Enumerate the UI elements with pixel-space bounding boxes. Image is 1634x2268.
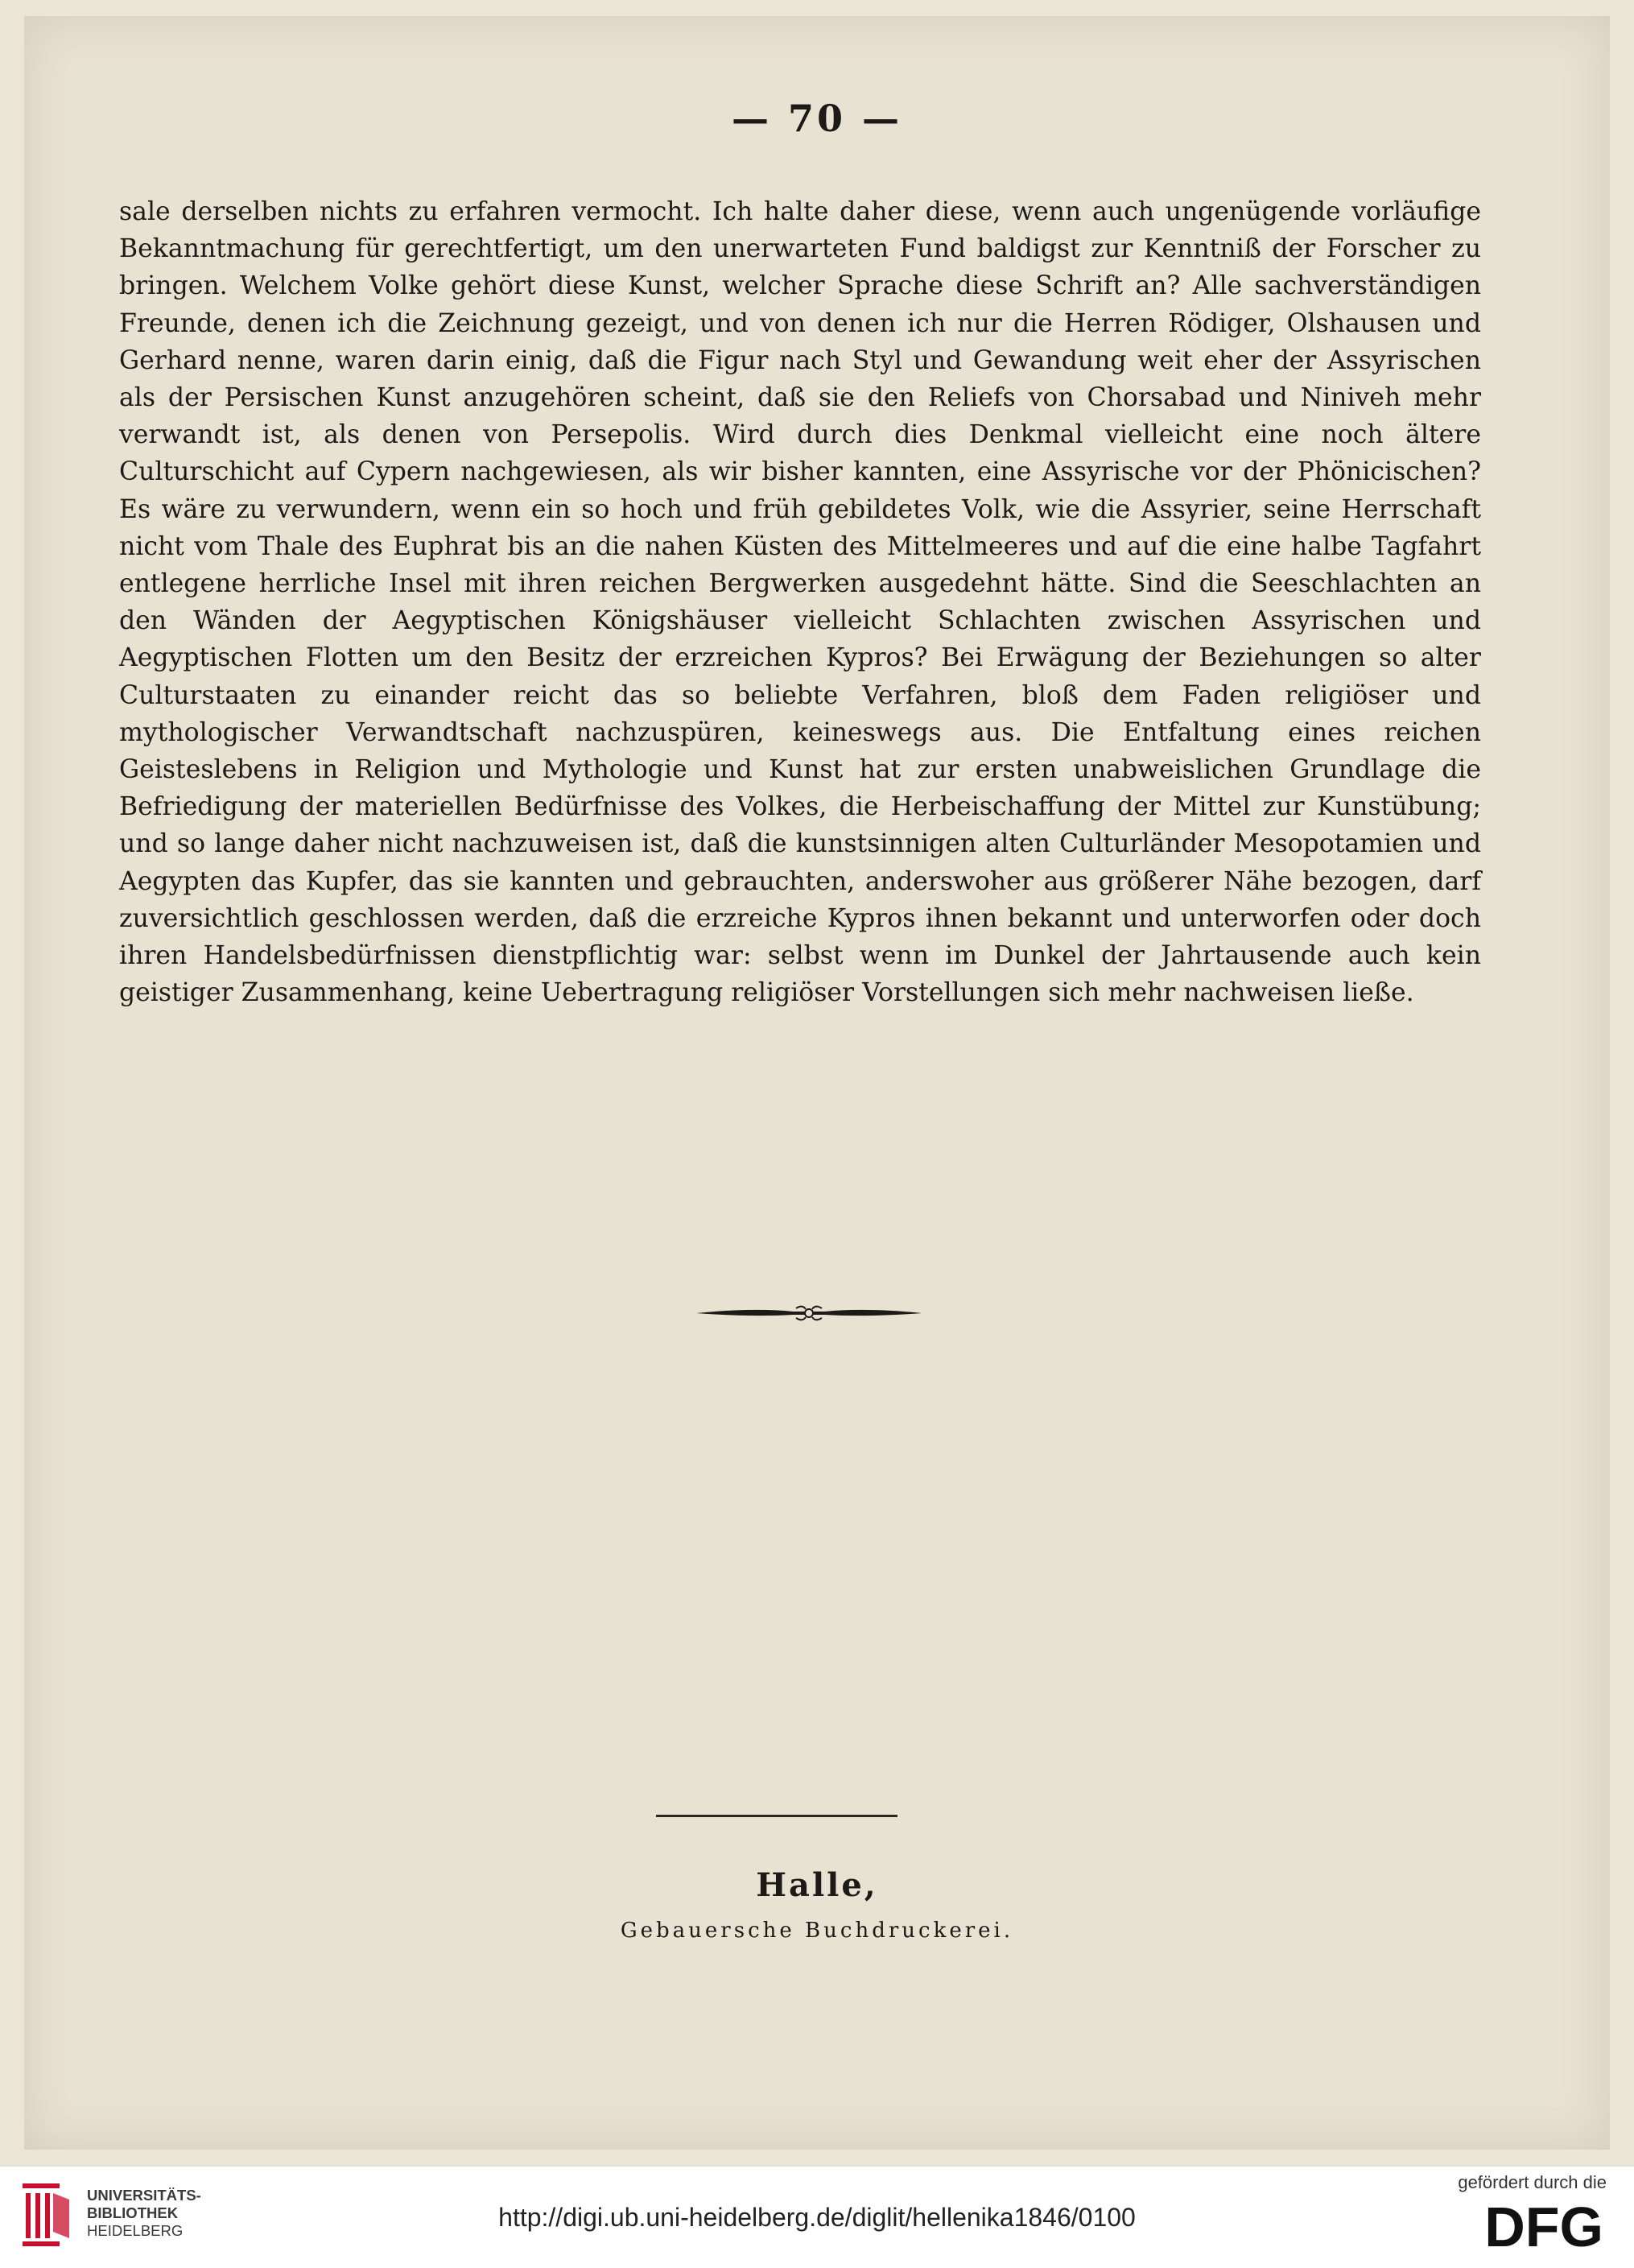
imprint-printer: Gebauersche Buchdruckerei. (620, 1919, 1014, 1943)
dfg-logo (1444, 2196, 1605, 2253)
imprint-city: Halle, (756, 1866, 878, 1904)
library-name-line-1: UNIVERSITÄTS- (87, 2187, 201, 2204)
library-name-line-3: HEIDELBERG (87, 2222, 184, 2239)
funded-by-label: gefördert durch die (1458, 2172, 1607, 2192)
page-number: — 70 — (731, 97, 903, 140)
horizontal-rule (656, 1815, 897, 1817)
ornament-divider (696, 1301, 922, 1325)
dfg-logo-text: DFG (1484, 2196, 1603, 2253)
library-name-line-2: BIBLIOTHEK (87, 2204, 179, 2221)
body-paragraph: sale derselben nichts zu erfahren vermocht. Ich halte daher diese, wenn auch ungenügende vorläufige Bekanntmachung für gerechtfertigt, um den unerwarteten Fund baldigst zur Kenntniß der Forscher zu bringen. Welchem Volke gehört diese Kunst, welcher Sprache diese Schrift an? Alle sachverständigen Freunde, denen ich die Zeichnung gezeigt, und von denen ich nur die Herren Rödiger, Olshausen und Gerhard nenne, waren darin einig, daß die Figur nach Styl und Gewandung weit eher der Assyrischen als der Persischen Kunst anzugehören scheint, daß sie den Reliefs von Chorsabad und Niniveh mehr verwandt ist, als denen von Persepolis. Wird durch dies Denkmal vielleicht eine noch ältere Culturschicht auf Cypern nachgewiesen, als wir bisher kannten, eine Assyrische vor der Phönicischen? Es wäre zu verwundern, wenn ein so hoch und früh gebildetes Volk, wie die Assyrier, seine Herrschaft nicht vom Thale des Euphrat bis an die nahen Küsten des Mittelmeeres und auf die eine halbe Tagfahrt entlegene herrliche Insel mit ihren reichen Bergwerken ausgedehnt hätte. Sind die Seeschlachten an den Wänden der Aegyptischen Königshäuser vielleicht Schlachten zwischen Assyrischen und Aegyptischen Flotten um den Besitz der erzreichen Kypros? Bei Erwägung der Beziehungen so alter Culturstaaten zu einander reicht das so beliebte Verfahren, bloß dem Faden religiöser und mythologischer Verwandtschaft nachzuspüren, keineswegs aus. Die Entfaltung eines reichen Geisteslebens in Religion und Mythologie und Kunst hat zur ersten unabweislichen Grundlage die Befriedigung der materiellen Bedürfnisse des Volkes, die Herbeischaffung der Mittel zur Kunstübung; und so lange daher nicht nachzuweisen ist, daß die kunstsinnigen alten Culturländer Mesopotamien und Aegypten das Kupfer, das sie kannten und gebrauchten, anderswoher aus größerer Nähe bezogen, darf zuversichtlich geschlossen werden, daß die erzreiche Kypros ihnen bekannt und unterworfen oder doch ihren Handelsbedürfnissen dienstpflichtig war: selbst wenn im Dunkel der Jahrtausende auch kein geistiger Zusammenhang, keine Uebertragung religiöser Vorstellungen sich mehr nachweisen ließe. (119, 197, 1481, 1008)
permalink-url[interactable]: http://digi.ub.uni-heidelberg.de/diglit/hellenika1846/0100 (498, 2203, 1136, 2232)
